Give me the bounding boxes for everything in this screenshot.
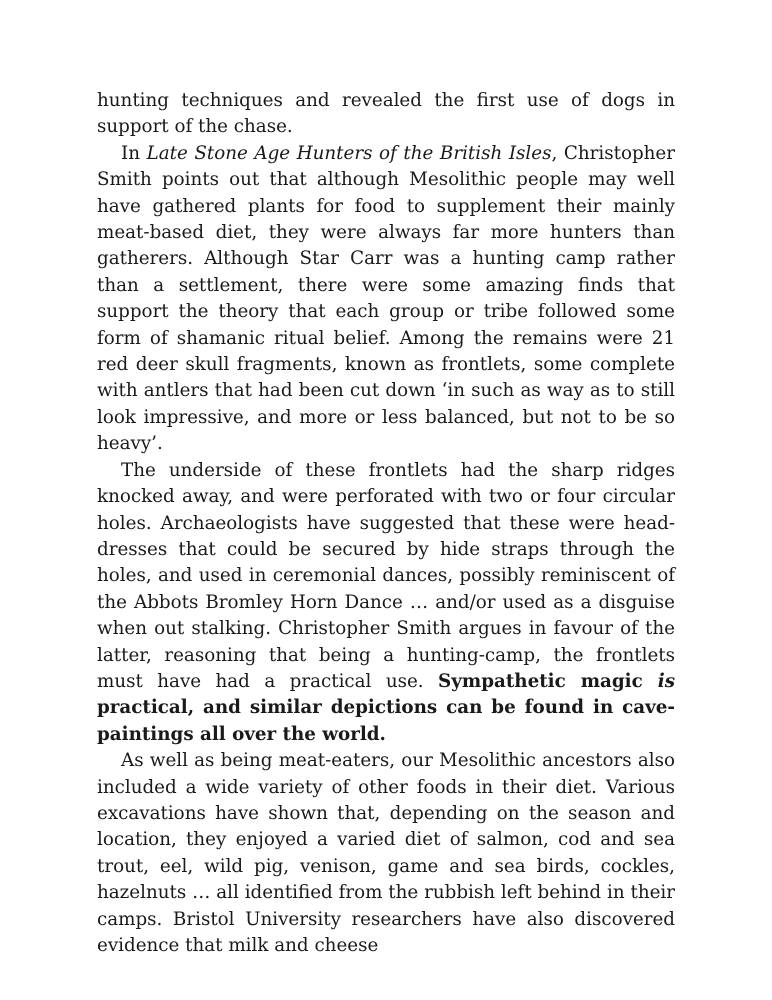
paragraph-continuation bbox=[97, 88, 675, 141]
paragraph-diet bbox=[97, 748, 675, 959]
emphasis-bold-italic bbox=[658, 671, 675, 692]
bold-text-segment: Sympathetic magic bbox=[438, 670, 658, 692]
text-segment: As well as being meat-eaters, our Mesolithic ancestors also included a wide variety of other foods in their diet. Various excavations have shown that, depending on the season and location, they enjoyed a varied diet of salmon, cod and sea trout, eel, wild pig, venison, game and sea birds, cockles, hazelnuts … all identified from the rubbish left behind in their camps. Bristol University researchers have also discovered evidence that milk and cheese bbox=[97, 750, 675, 956]
paragraph-star-carr bbox=[97, 141, 675, 458]
text-segment: , Christopher Smith points out that although Mesolithic people may well have gathered plants for food to supplement their mainly meat-based diet, they were always far more hunters than gatherers. Although Star Carr was a hunting camp rather than a settlement, there were some amazing finds that support the theory that each group or tribe followed some form of shamanic ritual belief. Among the remains were 21 red deer skull fragments, known as frontlets, some complete with antlers that had been cut down ‘in such as way as to still look impressive, and more or less balanced, but not to be so heavy’. bbox=[97, 142, 675, 455]
text-segment: hunting techniques and revealed the first use of dogs in support of the chase. bbox=[97, 90, 675, 138]
text-segment: In bbox=[121, 142, 147, 164]
text-segment: The underside of these frontlets had the sharp ridges knocked away, and were perforated with two or four circular holes. Archaeologists have suggested that these were head-dresses that could be secured by hide straps through the holes, and used in ceremonial dances, possibly reminiscent of the Abbots Bromley Horn Dance … and/or used as a disguise when out stalking. Christopher Smith argues in favour of the latter, reasoning that being a hunting-camp, the frontlets must have had a practical use. bbox=[97, 459, 675, 692]
text-segment: is bbox=[657, 670, 675, 692]
paragraph-frontlets bbox=[97, 458, 675, 748]
bold-text-segment: practical, and similar depictions can be found in cave-paintings all over the world. bbox=[97, 697, 675, 745]
book-title: Late Stone Age Hunters of the British Isles bbox=[146, 142, 552, 164]
page-body bbox=[97, 88, 675, 959]
